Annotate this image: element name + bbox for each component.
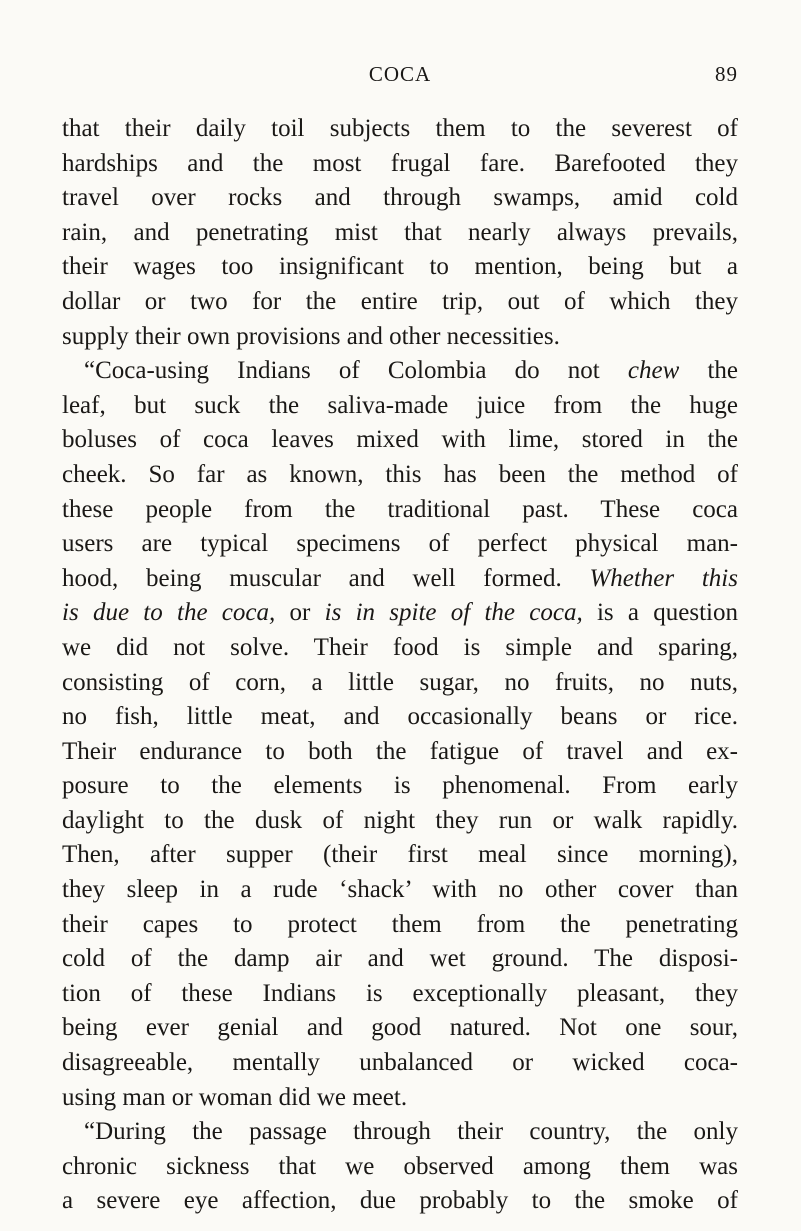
- text-run: the: [679, 357, 738, 385]
- text-line: users are typical specimens of perfect physical man-: [62, 530, 738, 558]
- text-line: boluses of coca leaves mixed with lime, stored in the: [62, 426, 738, 454]
- page-number: 89: [715, 62, 738, 86]
- italic-text-run: is in spite of the coca,: [324, 599, 583, 627]
- text-line: a severe eye affection, due probably to the smoke of: [62, 1187, 738, 1215]
- text-run: is a question: [582, 599, 738, 627]
- text-line: disagreeable, mentally unbalanced or wicked coca-: [62, 1049, 738, 1077]
- text-line: rain, and penetrating mist that nearly always prevails,: [62, 218, 738, 246]
- text-line: their wages too insignificant to mention, being but a: [62, 253, 738, 281]
- chapter-title: COCA: [368, 62, 432, 86]
- text-line: cheek. So far as known, this has been the method of: [62, 460, 738, 488]
- text-line: daylight to the dusk of night they run or walk rapidly.: [62, 806, 738, 834]
- text-run: or: [275, 599, 325, 627]
- text-line: they sleep in a rude ‘shack’ with no other cover than: [62, 876, 738, 904]
- text-line: hardships and the most frugal fare. Barefooted they: [62, 149, 738, 177]
- text-line: cold of the damp air and wet ground. The disposi-: [62, 945, 738, 973]
- italic-text-run: chew: [627, 357, 680, 385]
- text-run: hood, being muscular and well formed.: [62, 564, 590, 592]
- text-line: leaf, but suck the saliva-made juice from the huge: [62, 391, 738, 419]
- text-line: their capes to protect them from the penetrating: [62, 910, 738, 938]
- text-line: travel over rocks and through swamps, amid cold: [62, 184, 738, 212]
- text-line: tion of these Indians is exceptionally pleasant, they: [62, 979, 738, 1007]
- text-line: posure to the elements is phenomenal. From early: [62, 772, 738, 800]
- text-line-paragraph-start: [62, 354, 738, 389]
- text-line: no fish, little meat, and occasionally beans or rice.: [62, 703, 738, 731]
- text-line: we did not solve. Their food is simple and sparing,: [62, 633, 738, 661]
- text-line: being ever genial and good natured. Not one sour,: [62, 1014, 738, 1042]
- text-line: that their daily toil subjects them to the severest of: [62, 115, 738, 142]
- running-head: [62, 62, 738, 96]
- text-line: Their endurance to both the fatigue of travel and ex-: [62, 737, 738, 765]
- text-line: these people from the traditional past. These coca: [62, 495, 738, 523]
- italic-text-run: Whether this: [589, 564, 738, 592]
- text-line: dollar or two for the entire trip, out of which they: [62, 287, 738, 315]
- italic-text-run: is due to the coca,: [62, 599, 276, 627]
- text-line-paragraph-start: “During the passage through their country, the only: [84, 1118, 738, 1146]
- text-line: supply their own provisions and other necessities.: [62, 322, 560, 350]
- text-line: Then, after supper (their first meal since morning),: [62, 841, 738, 869]
- text-line: chronic sickness that we observed among them was: [62, 1152, 738, 1180]
- text-line: [62, 562, 738, 597]
- text-line: consisting of corn, a little sugar, no fruits, no nuts,: [62, 668, 738, 696]
- text-line: [62, 596, 738, 631]
- text-run: “Coca-using Indians of Colombia do not: [84, 357, 628, 385]
- text-line: using man or woman did we meet.: [62, 1083, 408, 1111]
- body-text: [62, 112, 738, 1219]
